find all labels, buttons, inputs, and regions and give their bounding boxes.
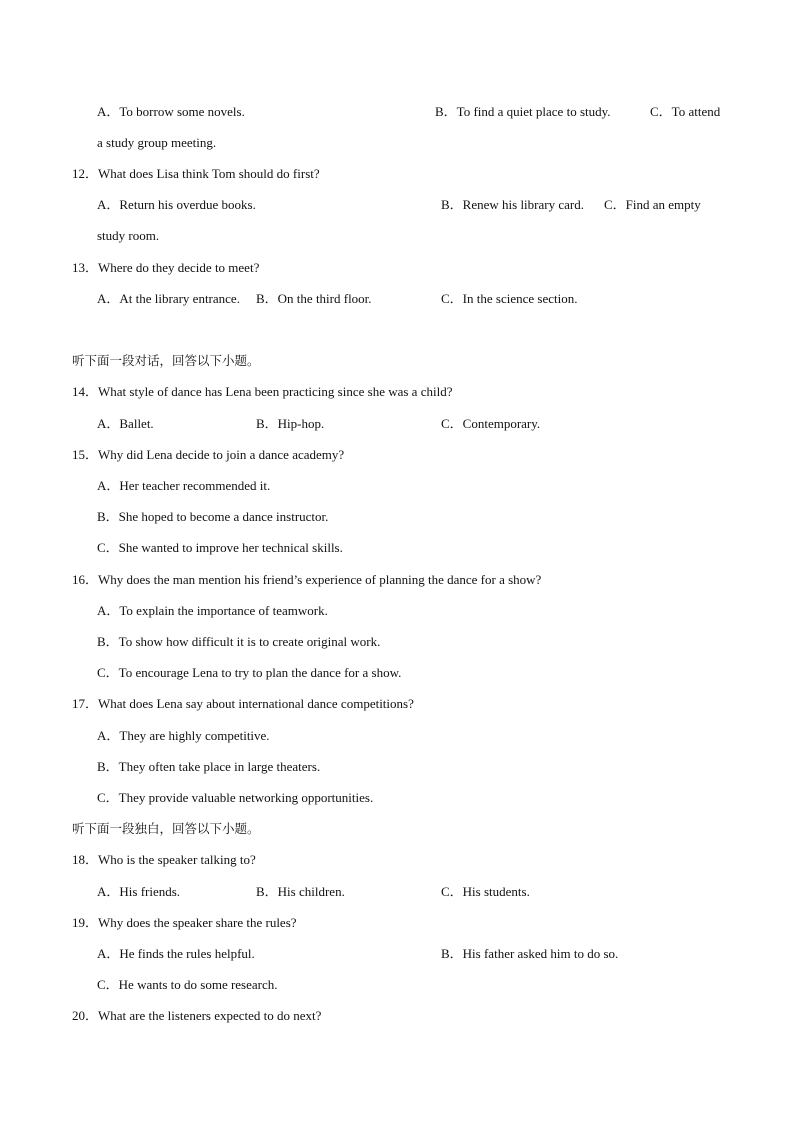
q12-option-c-continued: study room. [97, 228, 160, 243]
q15-option-b: B．She hoped to become a dance instructor. [97, 509, 329, 524]
q16-option-a: A．To explain the importance of teamwork. [97, 603, 328, 618]
q15-stem: 15．Why did Lena decide to join a dance academy? [72, 447, 345, 462]
q14-option-b: B．Hip-hop. [256, 416, 325, 431]
q18-option-b: B．His children. [256, 884, 345, 899]
q13-option-a: A．At the library entrance. [97, 291, 240, 306]
q18-option-c: C．His students. [441, 884, 530, 899]
q14-option-c: C．Contemporary. [441, 416, 541, 431]
q11-option-c-continued: a study group meeting. [97, 135, 217, 150]
q13-option-c: C．In the science section. [441, 291, 578, 306]
q19-stem: 19．Why does the speaker share the rules? [72, 915, 297, 930]
q19-option-c: C．He wants to do some research. [97, 977, 278, 992]
q16-option-b: B．To show how difficult it is to create original work. [97, 634, 381, 649]
q18-option-a: A．His friends. [97, 884, 181, 899]
q13-option-b: B．On the third floor. [256, 291, 372, 306]
q16-stem: 16．Why does the man mention his friend’s experience of planning the dance for a show? [72, 572, 542, 587]
q19-option-a: A．He finds the rules helpful. [97, 946, 255, 961]
q20-stem: 20．What are the listeners expected to do next? [72, 1008, 322, 1023]
q12-option-c: C．Find an empty [604, 197, 701, 212]
q14-option-a: A．Ballet. [97, 416, 154, 431]
q11-option-b: B．To find a quiet place to study. [435, 104, 611, 119]
q17-option-a: A．They are highly competitive. [97, 728, 270, 743]
q15-option-a: A．Her teacher recommended it. [97, 478, 271, 493]
q12-stem: 12．What does Lisa think Tom should do first? [72, 166, 320, 181]
q12-option-a: A．Return his overdue books. [97, 197, 256, 212]
section-heading-monologue: 听下面一段独白，回答以下小题。 [72, 821, 260, 836]
q11-option-a: A．To borrow some novels. [97, 104, 245, 119]
q19-option-b: B．His father asked him to do so. [441, 946, 619, 961]
q17-option-c: C．They provide valuable networking opportunities. [97, 790, 374, 805]
q11-option-c: C．To attend [650, 104, 721, 119]
q12-option-b: B．Renew his library card. [441, 197, 584, 212]
q17-option-b: B．They often take place in large theaters. [97, 759, 321, 774]
q16-option-c: C．To encourage Lena to try to plan the dance for a show. [97, 665, 402, 680]
q17-stem: 17．What does Lena say about international dance competitions? [72, 696, 414, 711]
q14-stem: 14．What style of dance has Lena been practicing since she was a child? [72, 384, 453, 399]
section-heading-dialogue: 听下面一段对话，回答以下小题。 [72, 353, 260, 368]
q18-stem: 18．Who is the speaker talking to? [72, 852, 256, 867]
q13-stem: 13．Where do they decide to meet? [72, 260, 260, 275]
q15-option-c: C．She wanted to improve her technical skills. [97, 540, 343, 555]
